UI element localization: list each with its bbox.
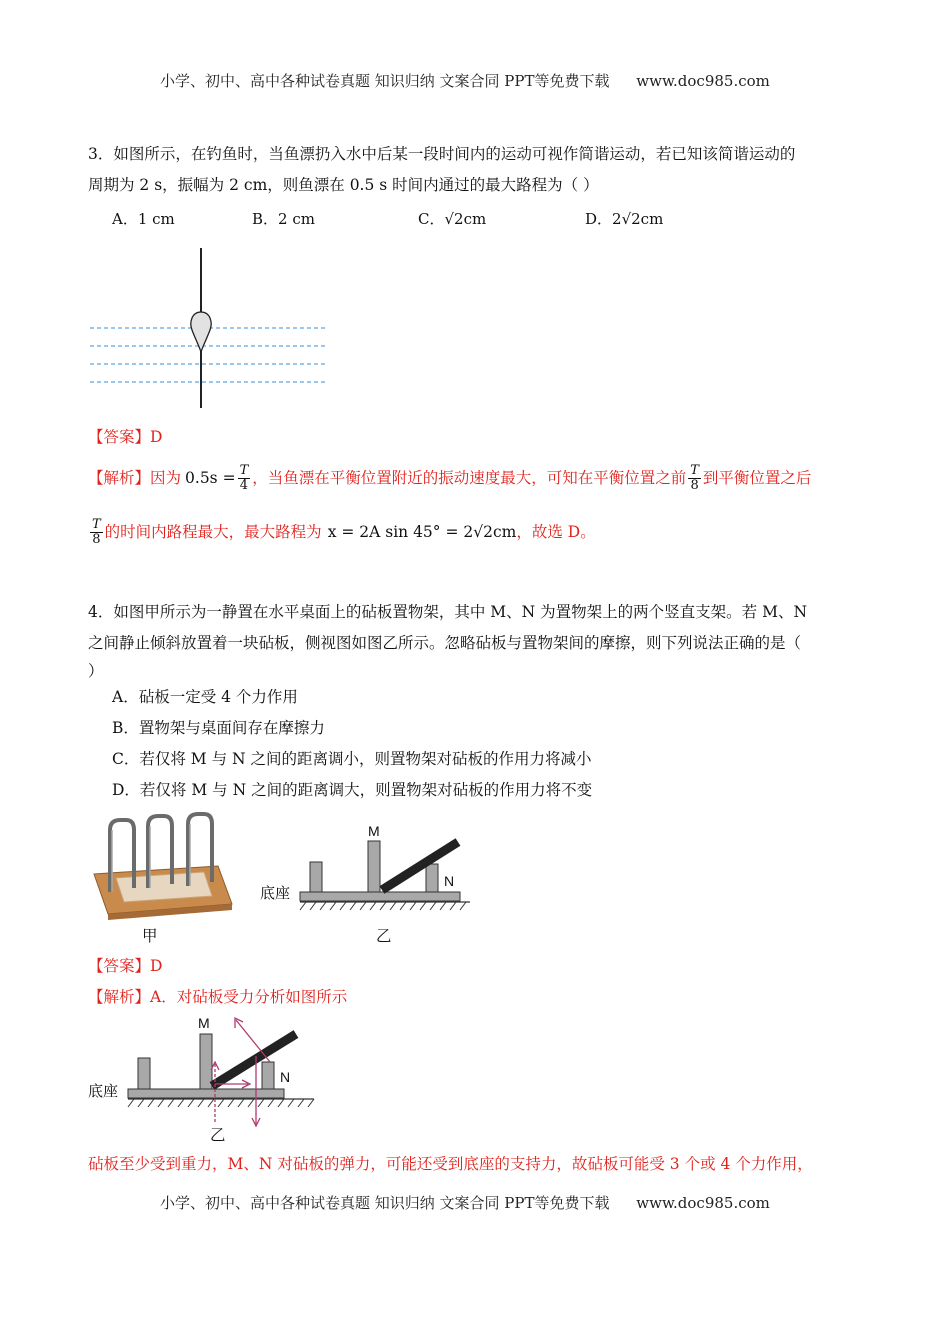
q3-line1: 3．如图所示，在钓鱼时，当鱼漂扔入水中后某一段时间内的运动可视作简谐运动，若已知该简谐运动的 bbox=[88, 145, 796, 163]
label-N: N bbox=[444, 873, 455, 889]
rack-photo-figure bbox=[86, 808, 236, 923]
base-plate bbox=[300, 892, 460, 901]
force-label-M: M bbox=[198, 1015, 210, 1031]
header-site[interactable]: www.doc985.com bbox=[636, 72, 770, 90]
footer-site[interactable]: www.doc985.com bbox=[636, 1194, 770, 1212]
post-N bbox=[426, 864, 438, 892]
q4-option-b: B．置物架与桌面间存在摩擦力 bbox=[112, 719, 325, 737]
float-bobber-icon bbox=[191, 312, 211, 352]
force-label-N: N bbox=[280, 1069, 291, 1085]
force-label-base: 底座 bbox=[88, 1083, 119, 1100]
side-view-figure bbox=[258, 818, 473, 918]
q3-line2: 周期为 2 s，振幅为 2 cm，则鱼漂在 0.5 s 时间内通过的最大路程为（ ） bbox=[88, 176, 599, 194]
q4-line1: 4．如图甲所示为一静置在水平桌面上的砧板置物架，其中 M、N 为置物架上的两个竖直支架。若 M、N bbox=[88, 603, 808, 621]
q3-option-d: D．2√2cm bbox=[585, 210, 664, 228]
q4-option-a: A．砧板一定受 4 个力作用 bbox=[112, 688, 298, 706]
q4-line2: 之间静止倾斜放置着一块砧板，侧视图如图乙所示。忽略砧板与置物架间的摩擦，则下列说法正确的是（ bbox=[88, 634, 802, 652]
q3-analysis-line1: 【解析】 因为 0.5s = $\frac{T}{4}$ ，当鱼漂在平衡位置附近的振动速度最大，可知在平衡位置之前 $\frac{T}{8}$ 到平衡位置之后 bbox=[88, 462, 812, 493]
q4-option-d: D．若仅将 M 与 N 之间的距离调大，则置物架对砧板的作用力将不变 bbox=[112, 781, 593, 799]
ground-hatch bbox=[300, 902, 466, 910]
header-text: 小学、初中、高中各种试卷真题 知识归纳 文案合同 PPT等免费下载 bbox=[160, 72, 610, 90]
q3-analysis-line2: $\frac{T}{8}$ 的时间内路程最大，最大路程为 x = 2A sin 45° = 2√2cm ，故选 D。 bbox=[92, 516, 596, 547]
q3-answer: 【答案】D bbox=[88, 428, 163, 446]
page-header bbox=[160, 70, 770, 91]
q3-option-c: C．√2cm bbox=[418, 210, 487, 228]
q4-analysis-last: 砧板至少受到重力，M、N 对砧板的弹力，可能还受到底座的支持力，故砧板可能受 3 个或 4 个力作用， bbox=[88, 1155, 813, 1173]
q4-line3: ） bbox=[88, 662, 104, 680]
water-lines bbox=[90, 328, 328, 382]
q3-option-b: B．2 cm bbox=[252, 210, 315, 228]
force-analysis-figure bbox=[86, 1012, 318, 1144]
left-post bbox=[310, 862, 322, 892]
post-M bbox=[368, 841, 380, 892]
force-fig-yi-label: 乙 bbox=[210, 1126, 226, 1144]
fig-jia-label: 甲 bbox=[142, 927, 158, 945]
q4-option-c: C．若仅将 M 与 N 之间的距离调小，则置物架对砧板的作用力将减小 bbox=[112, 750, 592, 768]
q3-option-a: A．1 cm bbox=[112, 210, 175, 228]
fishing-float-figure bbox=[88, 246, 333, 412]
q4-analysis-a: 【解析】A．对砧板受力分析如图所示 bbox=[88, 988, 348, 1006]
page-footer bbox=[160, 1192, 770, 1213]
label-M: M bbox=[368, 823, 380, 839]
q4-answer: 【答案】D bbox=[88, 957, 163, 975]
label-base: 底座 bbox=[260, 885, 291, 902]
footer-text: 小学、初中、高中各种试卷真题 知识归纳 文案合同 PPT等免费下载 bbox=[160, 1194, 610, 1212]
fig-yi-label: 乙 bbox=[376, 927, 392, 945]
